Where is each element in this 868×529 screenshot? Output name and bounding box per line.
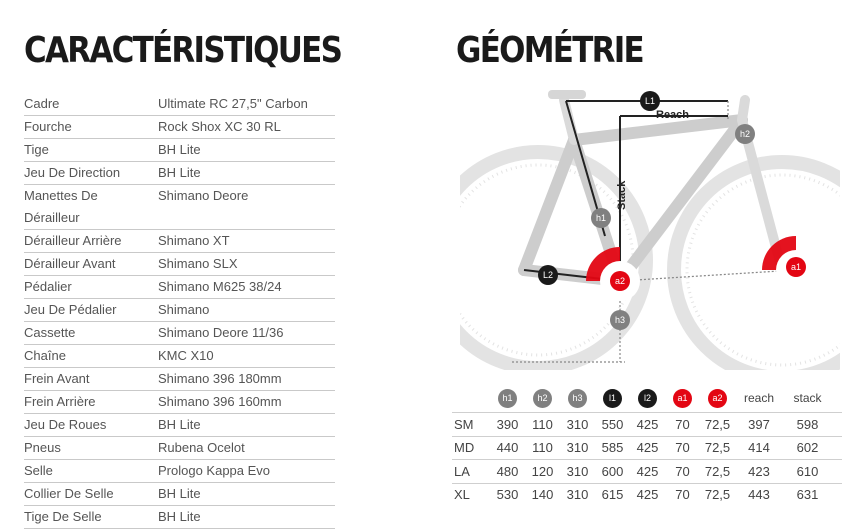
a2-badge-icon: a2 (708, 389, 727, 408)
bike-geometry-diagram (460, 80, 840, 370)
spec-value: Shimano XT (158, 233, 230, 248)
spec-value: Shimano 396 180mm (158, 371, 282, 386)
geometry-cell: 610 (796, 463, 819, 479)
geometry-cell: 120 (531, 463, 554, 479)
spec-value: Shimano Deore (158, 188, 249, 203)
geometry-row (452, 483, 842, 507)
spec-row (24, 322, 335, 345)
spec-value: Shimano (158, 302, 210, 317)
geometry-cell: 602 (796, 440, 819, 456)
spec-row (24, 253, 335, 276)
h3-badge-icon: h3 (568, 389, 587, 408)
l1-badge-icon: l1 (603, 389, 622, 408)
spec-label-line: Dérailleur (24, 210, 80, 225)
geometry-cell: 390 (496, 416, 519, 432)
spec-label: Jeu De Direction (24, 165, 121, 180)
size-cell: SM (454, 416, 474, 432)
geometry-cell: 615 (601, 487, 624, 503)
spec-row (24, 368, 335, 391)
geometry-cell: 70 (675, 416, 690, 432)
spec-value: KMC X10 (158, 348, 214, 363)
geometry-cell: 397 (748, 416, 770, 432)
geometry-cell: 550 (601, 416, 624, 432)
spec-row (24, 93, 335, 116)
spec-label: Frein Avant (24, 371, 90, 386)
spec-row (24, 391, 335, 414)
geometry-cell: 530 (496, 487, 519, 503)
geometry-cell: 425 (636, 416, 659, 432)
svg-text:h3: h3 (614, 315, 626, 325)
geometry-cell: 598 (796, 416, 819, 432)
geometry-cell: 70 (675, 463, 690, 479)
spec-value: BH Lite (158, 486, 201, 501)
spec-value: BH Lite (158, 165, 201, 180)
geometry-cell: 631 (796, 487, 819, 503)
spec-value: Shimano SLX (158, 256, 238, 271)
spec-label: Selle (24, 463, 53, 478)
geometry-cell: 480 (496, 463, 519, 479)
spec-label: Tige De Selle (24, 509, 102, 524)
geometry-cell: 600 (601, 463, 624, 479)
spec-label: Chaîne (24, 348, 66, 363)
spec-value: Rock Shox XC 30 RL (158, 119, 281, 134)
geometry-cell: 414 (748, 440, 770, 456)
geometry-cell: 310 (566, 463, 589, 479)
spec-row (24, 185, 335, 230)
spec-label: Dérailleur Arrière (24, 233, 122, 248)
spec-row (24, 276, 335, 299)
column-header-h2 (525, 388, 560, 408)
geometry-title: GÉOMÉTRIE (456, 30, 643, 71)
geometry-cell: 72,5 (704, 440, 731, 456)
geometry-cell: 440 (496, 440, 519, 456)
marker-h3 (610, 310, 630, 330)
geometry-cell: 110 (532, 416, 553, 432)
geometry-cell: 585 (601, 440, 624, 456)
h2-badge-icon: h2 (533, 389, 552, 408)
column-header-a1 (665, 388, 700, 408)
svg-text:L2: L2 (542, 270, 554, 280)
geometry-row (452, 459, 842, 483)
geometry-cell: 423 (748, 463, 770, 479)
geometry-cell: 110 (532, 440, 553, 456)
marker-a2 (610, 271, 630, 291)
stack-label: Stack (616, 180, 628, 210)
spec-value: BH Lite (158, 417, 201, 432)
geometry-row (452, 436, 842, 460)
spec-value: Ultimate RC 27,5" Carbon (158, 96, 308, 111)
geometry-cell: 425 (636, 487, 659, 503)
spec-value: Prologo Kappa Evo (158, 463, 271, 478)
a1-badge-icon: a1 (673, 389, 692, 408)
marker-h1 (591, 208, 611, 228)
spec-row (24, 116, 335, 139)
spec-row (24, 139, 335, 162)
spec-row (24, 460, 335, 483)
spec-row (24, 506, 335, 529)
column-header-l1 (595, 388, 630, 408)
spec-label (24, 185, 158, 229)
spec-label: Collier De Selle (24, 486, 114, 501)
spec-row (24, 230, 335, 253)
geometry-table-header (452, 384, 842, 412)
geometry-table-body (452, 412, 842, 506)
geometry-cell: 140 (531, 487, 554, 503)
geometry-cell: 443 (748, 487, 770, 503)
column-header-label: reach (743, 391, 775, 405)
spec-label: Pneus (24, 440, 61, 455)
h1-badge-icon: h1 (498, 389, 517, 408)
column-header-label: stack (793, 391, 822, 405)
svg-text:h1: h1 (595, 213, 607, 223)
reach-label: Reach (656, 109, 690, 121)
l2-badge-icon: l2 (638, 389, 657, 408)
spec-label: Frein Arrière (24, 394, 96, 409)
spec-value: Shimano Deore 11/36 (158, 325, 284, 340)
column-header-h1 (490, 388, 525, 408)
geometry-cell: 310 (566, 416, 589, 432)
spec-label: Cassette (24, 325, 76, 340)
column-header-l2 (630, 388, 665, 408)
column-header-h3 (560, 388, 595, 408)
marker-a1 (786, 257, 806, 277)
svg-text:a1: a1 (790, 262, 802, 272)
spec-label: Jeu De Pédalier (24, 302, 117, 317)
column-header-stack (783, 389, 832, 407)
marker-l1 (640, 91, 660, 111)
specs-table (24, 93, 335, 529)
spec-label-line: Manettes De (24, 188, 98, 203)
geometry-cell: 425 (636, 463, 659, 479)
spec-row (24, 162, 335, 185)
spec-value: BH Lite (158, 509, 201, 524)
size-cell: XL (454, 487, 470, 503)
geometry-cell: 310 (566, 487, 589, 503)
marker-h2 (735, 124, 755, 144)
column-header-a2 (700, 388, 735, 408)
spec-value: BH Lite (158, 142, 201, 157)
size-cell: MD (454, 440, 475, 456)
geometry-row (452, 412, 842, 436)
column-header-reach (735, 389, 783, 407)
spec-label: Dérailleur Avant (24, 256, 116, 271)
geometry-cell: 72,5 (704, 416, 731, 432)
spec-label: Tige (24, 142, 49, 157)
spec-value: Shimano M625 38/24 (158, 279, 282, 294)
geometry-cell: 70 (675, 487, 690, 503)
size-cell: LA (454, 463, 470, 479)
svg-text:h2: h2 (739, 129, 751, 139)
spec-value: Shimano 396 160mm (158, 394, 282, 409)
spec-label: Pédalier (24, 279, 72, 294)
spec-row (24, 414, 335, 437)
spec-row (24, 345, 335, 368)
spec-row (24, 483, 335, 506)
geometry-cell: 425 (636, 440, 659, 456)
marker-l2 (538, 265, 558, 285)
spec-label: Fourche (24, 119, 72, 134)
geometry-cell: 70 (675, 440, 690, 456)
specs-title: CARACTÉRISTIQUES (24, 30, 342, 71)
geometry-cell: 310 (566, 440, 589, 456)
spec-value: Rubena Ocelot (158, 440, 245, 455)
spec-row (24, 299, 335, 322)
geometry-table (452, 384, 842, 506)
spec-label: Cadre (24, 96, 60, 111)
geometry-cell: 72,5 (704, 463, 731, 479)
svg-text:L1: L1 (644, 96, 656, 106)
geometry-cell: 72,5 (704, 487, 731, 503)
spec-row (24, 437, 335, 460)
spec-label: Jeu De Roues (24, 417, 107, 432)
svg-text:a2: a2 (614, 276, 626, 286)
